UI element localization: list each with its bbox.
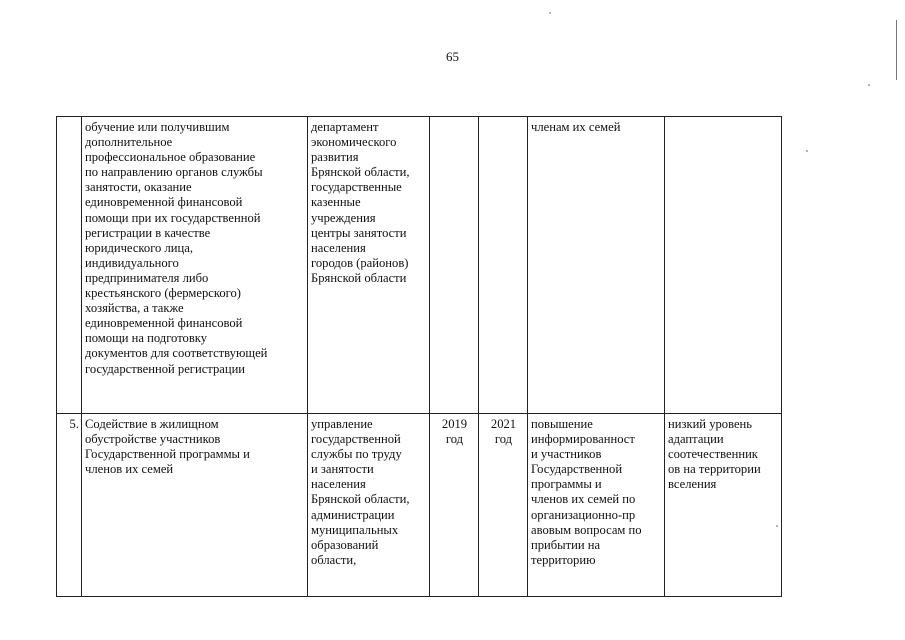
executor-cell: департамент экономического развития Брянской области, государственные казенные учреждения центры занятости населения городов (районов) Брянской области — [308, 117, 430, 414]
row-number: 5. — [57, 414, 82, 597]
risk-cell — [665, 117, 782, 414]
measure-cell: Содействие в жилищном обустройстве участников Государственной программы и членов их семей — [82, 414, 308, 597]
row-number — [57, 117, 82, 414]
end-year-cell: 2021 год — [479, 414, 528, 597]
executor-cell: управление государственной службы по труду и занятости населения Брянской области, администрации муниципальных образований области, — [308, 414, 430, 597]
risk-cell: низкий уровень адаптации соотечественник ов на территории вселения — [665, 414, 782, 597]
start-year-cell — [430, 117, 479, 414]
page-number: 65 — [446, 49, 459, 64]
start-year-cell: 2019 год — [430, 414, 479, 597]
result-cell: членам их семей — [528, 117, 665, 414]
table-row — [57, 117, 782, 414]
scan-speck — [868, 84, 870, 86]
result-cell: повышение информированност и участников Государственной программы и членов их семей по организационно-пр авовым вопросам по прибытии на территорию — [528, 414, 665, 597]
table-row — [57, 414, 782, 597]
scan-speck — [806, 150, 808, 152]
end-year-cell — [479, 117, 528, 414]
scan-speck — [549, 12, 551, 14]
program-measures-table — [56, 116, 782, 597]
scan-edge-line — [896, 20, 897, 80]
measure-cell: обучение или получившим дополнительное профессиональное образование по направлению органов службы занятости, оказание единовременной финансовой помощи при их государственной регистрации в качестве юридического лица, индивидуального предпринимателя либо крестьянского (фермерского) хозяйства, а также единовременной финансовой помощи на подготовку документов для соответствующей государственной регистрации — [82, 117, 308, 414]
